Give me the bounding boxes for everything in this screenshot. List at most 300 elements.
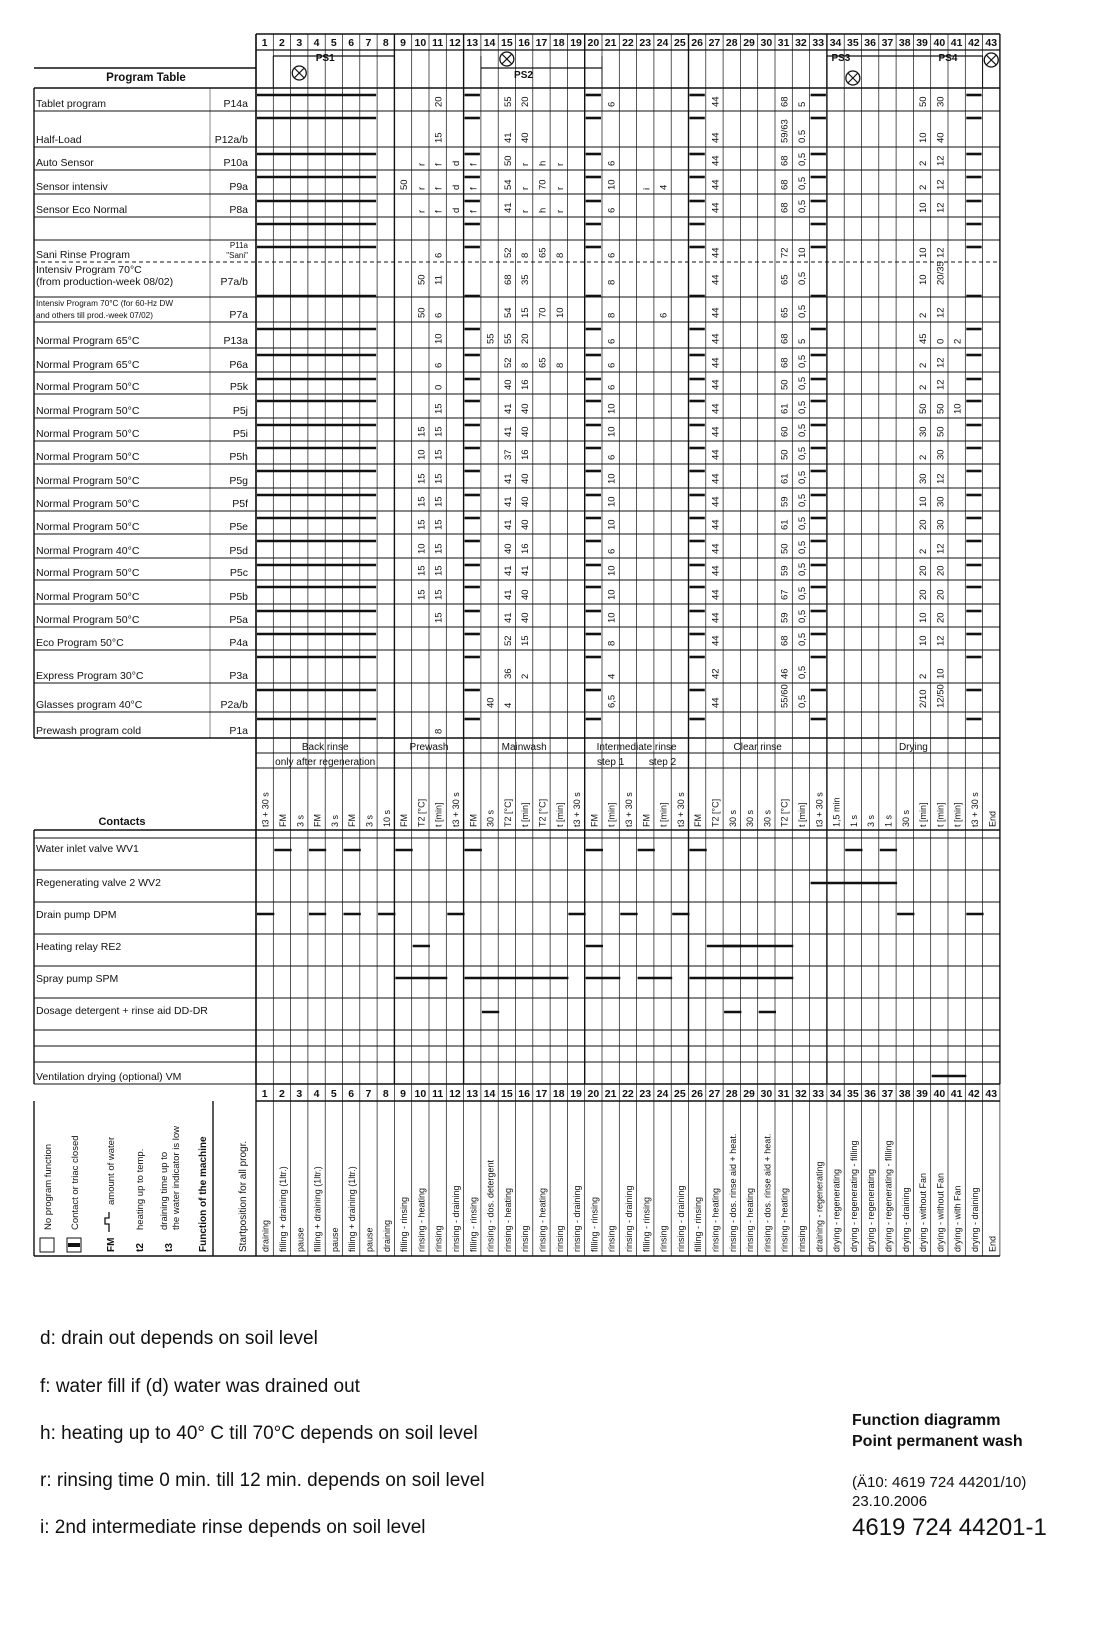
column-number: 33 <box>812 1088 825 1100</box>
legend-no-function: No program function <box>43 1143 54 1230</box>
step-value: 10 <box>606 519 618 530</box>
step-value: 0,5 <box>796 562 808 576</box>
function-title: Function of the machine <box>198 1136 209 1252</box>
step-value: 15 <box>433 543 445 554</box>
step-value: 2 <box>918 312 930 318</box>
step-value: 0,5 <box>796 540 808 554</box>
phase-label: Clear rinse <box>733 742 782 753</box>
step-value: 59/63 <box>779 119 791 143</box>
program-code: P7a <box>229 309 248 321</box>
step-value: 44 <box>710 697 722 708</box>
step-value: 0,5 <box>796 400 808 414</box>
step-value: 2 <box>952 338 964 344</box>
step-value: 15 <box>416 589 428 600</box>
step-label: t [min] <box>935 802 946 827</box>
step-value: 10 <box>606 612 618 623</box>
step-value: 12 <box>935 357 947 368</box>
column-number: 8 <box>382 1088 389 1100</box>
step-label: 30 s <box>485 809 496 827</box>
step-value: 4 <box>658 184 670 190</box>
step-value: 15 <box>433 449 445 460</box>
column-number: 42 <box>968 1088 980 1100</box>
step-value: 68 <box>779 155 791 166</box>
column-number: 17 <box>535 37 548 49</box>
step-value: 15 <box>433 519 445 530</box>
step-label: End <box>987 810 998 827</box>
program-code: P5f <box>232 498 248 510</box>
step-value: 12/50 <box>935 684 947 708</box>
step-value: 20 <box>935 612 947 623</box>
document-number: 4619 724 44201-1 <box>852 1514 1047 1541</box>
program-code: P5j <box>232 405 248 417</box>
column-number: 10 <box>414 1088 427 1100</box>
step-value: 60 <box>779 426 791 437</box>
step-value: 50 <box>918 403 930 414</box>
contact-label: Heating relay RE2 <box>36 941 122 953</box>
program-name: Normal Program 50°C <box>36 591 140 603</box>
function-label: drying - regenerating <box>866 1168 877 1252</box>
step-value: r <box>416 209 428 213</box>
contact-label: Regenerating valve 2 WV2 <box>36 877 161 889</box>
program-code: P4a <box>229 637 248 649</box>
step-value: 55/60 <box>779 684 791 708</box>
no-function-icon <box>40 1238 54 1252</box>
step-value: 54 <box>502 307 514 318</box>
column-number: 1 <box>261 1088 268 1100</box>
change-reference: (Ä10: 4619 724 44201/10) <box>852 1474 1027 1491</box>
program-code: P6a <box>229 359 248 371</box>
step-value: 55 <box>485 333 497 344</box>
step-value: r <box>554 162 566 166</box>
step-value: r <box>520 209 532 213</box>
column-number: 37 <box>881 37 894 49</box>
program-name: Normal Program 50°C <box>36 567 140 579</box>
program-name: Normal Program 50°C <box>36 475 140 487</box>
column-number: 6 <box>348 1088 355 1100</box>
column-number: 20 <box>587 1088 600 1100</box>
program-code: P8a <box>229 204 248 216</box>
step-value: 15 <box>520 307 532 318</box>
step-value: 15 <box>433 403 445 414</box>
step-value: 12 <box>935 155 947 166</box>
note-h: h: heating up to 40° C till 70°C depends on soil level <box>40 1423 478 1444</box>
step-value: 52 <box>502 635 514 646</box>
step-label: t3 + 30 s <box>675 792 686 827</box>
step-label: t [min] <box>606 802 617 827</box>
step-value: 16 <box>520 543 532 554</box>
column-number: 19 <box>570 37 582 49</box>
step-value: 0,5 <box>796 586 808 600</box>
step-value: 44 <box>710 333 722 344</box>
water-pulse-icon <box>105 1212 109 1232</box>
step-label: t [min] <box>918 802 929 827</box>
program-name: Intensiv Program 70°C (for 60-Hz DW <box>36 299 174 308</box>
ps4-label: PS4 <box>938 53 958 64</box>
step-value: d <box>450 160 462 166</box>
column-number: 20 <box>587 37 600 49</box>
step-value: 15 <box>433 496 445 507</box>
step-label: T2 [°C] <box>710 798 721 827</box>
step-value: 10 <box>606 426 618 437</box>
step-value: 4 <box>502 702 514 708</box>
legend-t2-symbol: t2 <box>135 1243 146 1252</box>
legend-t3-desc: the water indicator is low <box>171 1125 182 1230</box>
step-value: 59 <box>779 565 791 576</box>
step-value: 0,5 <box>796 271 808 285</box>
ps1-label: PS1 <box>315 53 335 64</box>
step-value: 8 <box>554 252 566 258</box>
step-value: 15 <box>416 565 428 576</box>
step-value: 30 <box>918 426 930 437</box>
step-label: t [min] <box>433 802 444 827</box>
column-number: 4 <box>313 1088 320 1100</box>
step-value: 20 <box>918 589 930 600</box>
function-label: filling + draining (1ltr.) <box>347 1166 358 1252</box>
step-value: 20 <box>433 96 445 107</box>
step-value: 5 <box>796 338 808 344</box>
column-number: 3 <box>296 1088 303 1100</box>
contact-label: Dosage detergent + rinse aid DD-DR <box>36 1005 208 1017</box>
program-name: Normal Program 50°C <box>36 614 140 626</box>
column-number: 16 <box>518 1088 530 1100</box>
step-value: f <box>433 187 445 190</box>
step-value: 52 <box>502 247 514 258</box>
step-value: 0,5 <box>796 493 808 507</box>
step-value: 15 <box>433 473 445 484</box>
contact-label: Water inlet valve WV1 <box>36 843 139 855</box>
step-value: 15 <box>416 496 428 507</box>
step-value: 55 <box>502 333 514 344</box>
column-number: 4 <box>313 37 320 49</box>
program-name: Normal Program 50°C <box>36 451 140 463</box>
step-value: r <box>554 209 566 213</box>
step-value: 61 <box>779 519 791 530</box>
program-name: Normal Program 50°C <box>36 498 140 510</box>
column-number: 14 <box>483 37 496 49</box>
step-value: 15 <box>520 635 532 646</box>
step-value: 40 <box>520 403 532 414</box>
step-value: f <box>433 163 445 166</box>
step-value: 6 <box>433 362 445 368</box>
program-code: P5i <box>232 428 248 440</box>
step-value: 6 <box>606 252 618 258</box>
step-label: T2 [°C] <box>502 798 513 827</box>
function-label: filling - rinsing <box>641 1196 652 1252</box>
step-value: 50 <box>779 449 791 460</box>
step-value: d <box>450 184 462 190</box>
column-number: 30 <box>760 1088 773 1100</box>
step-value: 44 <box>710 449 722 460</box>
column-number: 41 <box>950 1088 963 1100</box>
program-code: P5h <box>229 451 248 463</box>
legend-fm-symbol: FM <box>106 1237 117 1252</box>
step-label: 3 s <box>364 814 375 827</box>
step-value: 59 <box>779 496 791 507</box>
function-label: rinsing - heating <box>537 1187 548 1252</box>
legend-t3-desc: draining time up to <box>159 1151 170 1230</box>
step-value: 6 <box>606 101 618 107</box>
step-value: 4 <box>606 673 618 679</box>
step-value: 2/10 <box>918 689 930 708</box>
function-label: drying - regenerating - filling <box>883 1140 894 1252</box>
step-value: 10 <box>606 473 618 484</box>
step-value: 42 <box>710 668 722 679</box>
column-number: 11 <box>432 1088 444 1100</box>
step-value: 20 <box>520 333 532 344</box>
column-number: 34 <box>829 37 842 49</box>
step-value: 30 <box>935 496 947 507</box>
function-label: drying - with Fan <box>952 1185 963 1252</box>
column-number: 25 <box>674 37 686 49</box>
column-number: 6 <box>348 37 355 49</box>
step-value: 2 <box>918 384 930 390</box>
step-value: 12 <box>935 379 947 390</box>
step-value: 50 <box>399 179 411 190</box>
step-label: 30 s <box>762 809 773 827</box>
step-value: 59 <box>779 612 791 623</box>
column-number: 18 <box>552 37 565 49</box>
program-name: Eco Program 50°C <box>36 637 124 649</box>
step-value: 12 <box>935 543 947 554</box>
step-value: 0,5 <box>796 354 808 368</box>
column-number: 43 <box>985 37 998 49</box>
program-code: P5d <box>229 545 248 557</box>
column-number: 36 <box>864 1088 876 1100</box>
step-label: FM <box>468 814 479 827</box>
step-value: 15 <box>433 132 445 143</box>
step-value: f <box>468 187 480 190</box>
step-value: 8 <box>606 312 618 318</box>
step-value: f <box>433 210 445 213</box>
function-label: filling - rinsing <box>399 1196 410 1252</box>
step-value: 40 <box>520 132 532 143</box>
step-value: 10 <box>918 202 930 213</box>
step-value: 72 <box>779 247 791 258</box>
function-label: rinsing <box>606 1225 617 1252</box>
step-value: 0.5 <box>796 129 808 143</box>
step-value: 10 <box>918 247 930 258</box>
step-value: 46 <box>779 668 791 679</box>
step-value: 68 <box>779 635 791 646</box>
column-number: 8 <box>382 37 389 49</box>
step-value: r <box>520 162 532 166</box>
step-value: 44 <box>710 96 722 107</box>
program-code: P14a <box>223 98 248 110</box>
step-value: 40 <box>520 519 532 530</box>
column-number: 22 <box>622 37 634 49</box>
column-number: 37 <box>881 1088 894 1100</box>
function-label: pause <box>295 1227 306 1252</box>
column-number: 2 <box>279 37 285 49</box>
column-number: 32 <box>795 1088 807 1100</box>
step-value: 40 <box>520 612 532 623</box>
step-value: 44 <box>710 519 722 530</box>
step-value: 6 <box>658 312 670 318</box>
step-value: 5 <box>796 101 808 107</box>
step-value: 44 <box>710 179 722 190</box>
phase-label: Intermediate rinse <box>596 742 677 753</box>
step-label: t [min] <box>796 802 807 827</box>
step-value: 2 <box>520 673 532 679</box>
step-value: 12 <box>935 247 947 258</box>
program-code: P2a/b <box>220 699 248 711</box>
phase-label: Drying <box>898 742 928 753</box>
step-value: 30 <box>935 519 947 530</box>
step-value: 0,5 <box>796 304 808 318</box>
step-value: 50 <box>779 543 791 554</box>
step-label: t [min] <box>952 802 963 827</box>
program-name: Auto Sensor <box>36 157 94 169</box>
program-name: Glasses program 40°C <box>36 699 143 711</box>
step-value: 40 <box>502 543 514 554</box>
function-label: rinsing - draining <box>623 1185 634 1252</box>
step-value: 2 <box>918 362 930 368</box>
step-value: 6,5 <box>606 694 618 708</box>
step-label: FM <box>693 814 704 827</box>
program-name: Express Program 30°C <box>36 670 144 682</box>
phase-label: Mainwash <box>501 742 547 753</box>
step-value: 8 <box>554 362 566 368</box>
column-number: 41 <box>950 37 963 49</box>
column-number: 27 <box>708 1088 721 1100</box>
contact-label: Drain pump DPM <box>36 909 117 921</box>
step-value: 15 <box>416 519 428 530</box>
step-label: t [min] <box>658 802 669 827</box>
program-name: Normal Program 50°C <box>36 521 140 533</box>
step-value: 41 <box>502 589 514 600</box>
step-value: 8 <box>433 728 445 734</box>
note-i: i: 2nd intermediate rinse depends on soil level <box>40 1517 426 1538</box>
column-number: 13 <box>466 1088 479 1100</box>
step-value: 44 <box>710 403 722 414</box>
step-value: 6 <box>606 160 618 166</box>
program-name: Tablet program <box>36 98 107 110</box>
step-value: 65 <box>779 274 791 285</box>
program-code: P5k <box>229 381 248 393</box>
program-code: P9a <box>229 181 248 193</box>
column-number: 23 <box>639 1088 652 1100</box>
step-value: 6 <box>606 454 618 460</box>
contacts-title: Contacts <box>98 816 146 828</box>
step-label: 30 s <box>727 809 738 827</box>
step-value: 0,5 <box>796 199 808 213</box>
step-value: 30 <box>935 96 947 107</box>
column-number: 15 <box>501 1088 513 1100</box>
step-value: 41 <box>502 132 514 143</box>
program-name: Normal Program 50°C <box>36 405 140 417</box>
column-number: 40 <box>933 1088 946 1100</box>
function-label: Startposition for all progr. <box>238 1140 249 1252</box>
column-number: 9 <box>400 37 406 49</box>
step-value: 15 <box>433 612 445 623</box>
column-number: 2 <box>279 1088 285 1100</box>
contact-label: Ventilation drying (optional) VM <box>36 1071 182 1083</box>
step-value: r <box>416 162 428 166</box>
step-value: 6 <box>606 207 618 213</box>
column-number: 19 <box>570 1088 582 1100</box>
step-value: 68 <box>779 202 791 213</box>
step-value: 44 <box>710 379 722 390</box>
ps2-label: PS2 <box>514 70 533 81</box>
program-code: P5c <box>229 567 248 579</box>
column-number: 29 <box>743 1088 755 1100</box>
step-label: t [min] <box>554 802 565 827</box>
step-value: f <box>468 163 480 166</box>
step-value: 41 <box>502 426 514 437</box>
column-number: 25 <box>674 1088 686 1100</box>
step-label: T2 [°C] <box>537 798 548 827</box>
step-value: 41 <box>502 496 514 507</box>
step-value: 40 <box>502 379 514 390</box>
step-value: h <box>537 160 549 166</box>
document-date: 23.10.2006 <box>852 1493 928 1510</box>
step-label: FM <box>277 814 288 827</box>
program-name: Normal Program 65°C <box>36 359 140 371</box>
step-value: 41 <box>502 202 514 213</box>
column-number: 42 <box>968 37 980 49</box>
step-label: 10 s <box>381 809 392 827</box>
program-code: P11a <box>229 241 248 250</box>
step-value: 0,5 <box>796 516 808 530</box>
step-value: 0,5 <box>796 176 808 190</box>
column-number: 1 <box>261 37 268 49</box>
step-value: 20 <box>918 565 930 576</box>
subphase-label: step 1 <box>597 757 625 768</box>
phase-label: Prewash <box>409 742 449 753</box>
step-value: 45 <box>918 333 930 344</box>
step-value: 68 <box>779 96 791 107</box>
column-number: 31 <box>777 1088 790 1100</box>
step-value: 0,5 <box>796 423 808 437</box>
step-value: 2 <box>918 454 930 460</box>
title-line-1: Function diagramm <box>852 1412 1001 1429</box>
step-value: 12 <box>935 307 947 318</box>
column-number: 21 <box>604 1088 617 1100</box>
step-label: 1,5 min <box>831 797 842 827</box>
program-code: P13a <box>223 335 248 347</box>
step-value: 6 <box>606 338 618 344</box>
step-value: 44 <box>710 612 722 623</box>
step-value: d <box>450 207 462 213</box>
function-label: draining <box>260 1219 271 1252</box>
step-value: f <box>468 210 480 213</box>
step-label: 3 s <box>329 814 340 827</box>
step-value: 20/35 <box>935 261 947 285</box>
program-name: Sensor Eco Normal <box>36 204 128 216</box>
step-value: 70 <box>537 179 549 190</box>
step-value: 35 <box>520 274 532 285</box>
column-number: 13 <box>466 37 479 49</box>
program-name: Sani Rinse Program <box>36 249 130 261</box>
column-number: 18 <box>552 1088 565 1100</box>
step-value: 50 <box>416 307 428 318</box>
column-number: 27 <box>708 37 721 49</box>
function-label: rinsing - heating <box>745 1187 756 1252</box>
function-label: rinsing - heating <box>710 1187 721 1252</box>
contact-label: Spray pump SPM <box>36 973 119 985</box>
column-number: 10 <box>414 37 427 49</box>
step-value: r <box>416 186 428 190</box>
step-value: 50 <box>935 403 947 414</box>
program-code: "Sani" <box>226 251 248 260</box>
step-value: 50 <box>918 96 930 107</box>
step-value: 6 <box>433 252 445 258</box>
step-value: 10 <box>606 496 618 507</box>
program-name: Half-Load <box>36 134 82 146</box>
column-number: 7 <box>365 37 372 49</box>
step-value: 61 <box>779 473 791 484</box>
step-value: 61 <box>779 403 791 414</box>
